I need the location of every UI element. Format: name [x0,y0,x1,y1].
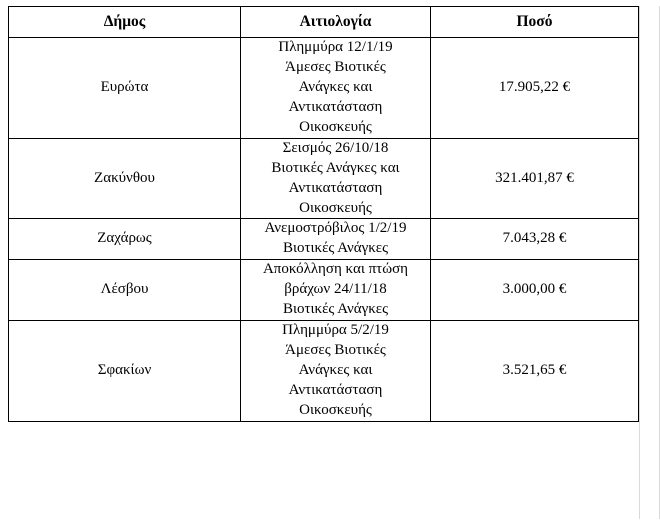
column-header-municipality: Δήμος [9,7,241,38]
page-edge-line [639,6,640,531]
table-row [9,38,639,139]
cell-amount: 321.401,87 € [431,138,639,219]
reason-line: Ανάγκες και [298,362,373,378]
reason-line: Άμεσες Βιοτικές [285,58,386,75]
reason-line: Αντικατάσταση [288,98,383,115]
reason-line: Αντικατάσταση [288,179,383,196]
reason-line: Αντικατάσταση [288,381,383,398]
cell-amount: 7.043,28 € [431,219,639,260]
reason-line: Πλημμύρα 5/2/19 [282,322,389,339]
reason-line: Πλημμύρα 12/1/19 [278,39,393,55]
cell-municipality: Λέσβου [9,260,241,321]
table-header-row [9,7,639,38]
cell-reason [241,138,431,219]
cell-reason [241,38,431,139]
table-row [9,219,639,260]
reason-line: Οικοσκευής [299,401,372,418]
table-row [9,321,639,422]
cell-reason [241,219,431,260]
reason-line: Αποκόλληση και πτώση [262,261,409,278]
cell-municipality: Ευρώτα [9,38,241,139]
reason-line: Βιοτικές Ανάγκες [282,240,389,257]
cell-municipality: Σφακίων [9,321,241,422]
reason-line: Οικοσκευής [299,118,372,135]
reason-line: βράχων 24/11/18 [284,281,387,298]
reason-line: Σεισμός 26/10/18 [282,139,389,156]
table-row [9,260,639,321]
table-row [9,138,639,219]
reason-line: Βιοτικές Ανάγκες και [271,159,400,176]
cell-amount: 3.521,65 € [431,321,639,422]
reason-line: Ανεμοστρόβιλος 1/2/19 [264,220,407,237]
cell-reason [241,321,431,422]
page-bottom-margin [0,519,660,531]
cell-reason [241,260,431,321]
cell-municipality: Ζακύνθου [9,138,241,219]
column-header-reason: Αιτιολογία [241,7,431,38]
column-header-amount: Ποσό [431,7,639,38]
table-body [9,38,639,422]
cell-amount: 17.905,22 € [431,38,639,139]
reason-line: Οικοσκευής [299,199,372,216]
reason-line: Βιοτικές Ανάγκες [282,301,389,318]
grant-table [8,6,639,422]
reason-line: Ανάγκες και [298,78,373,95]
cell-municipality: Ζαχάρως [9,219,241,260]
reason-line: Άμεσες Βιοτικές [285,342,386,359]
cell-amount: 3.000,00 € [431,260,639,321]
document-page [0,6,660,531]
